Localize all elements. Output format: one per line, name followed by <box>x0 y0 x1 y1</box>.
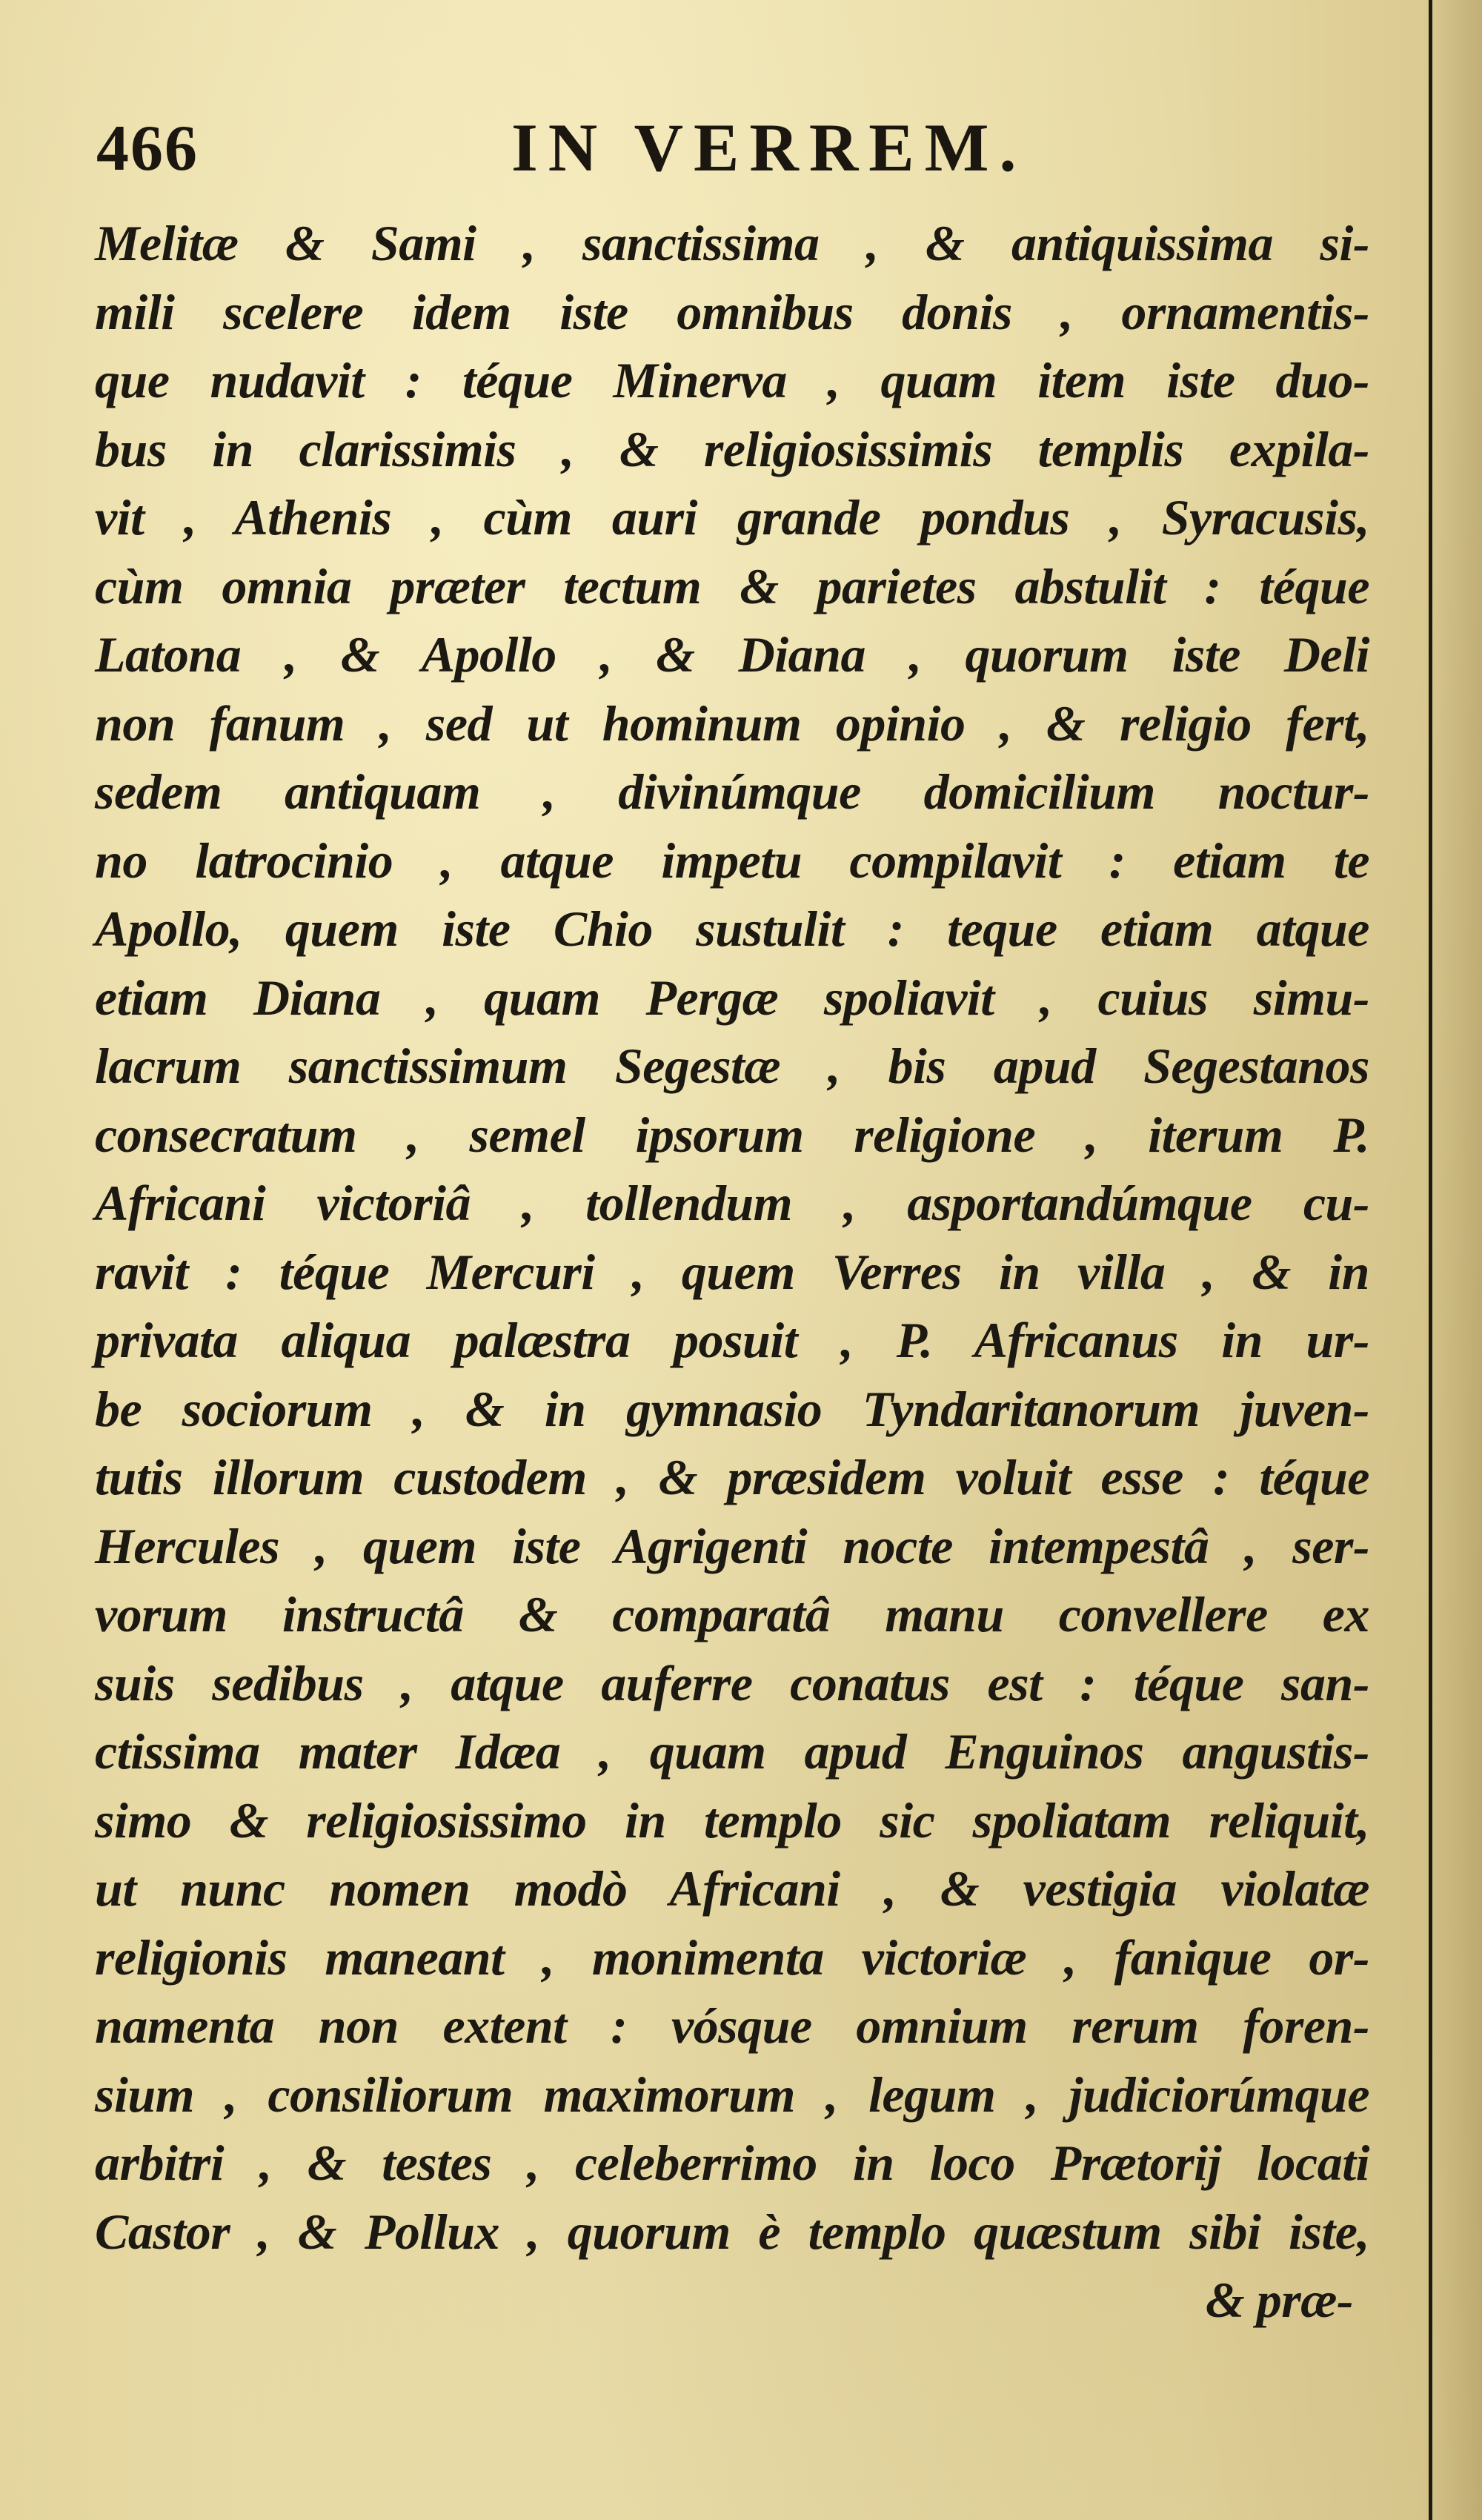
page-border-line <box>1429 0 1432 2520</box>
text-line: ctissima mater Idæa , quam apud Enguinos angustis- <box>95 1723 1369 1780</box>
text-line: no latrocinio , atque impetu compilavit : etiam te <box>95 832 1369 889</box>
text-line: etiam Diana , quam Pergæ spoliavit , cuius simu- <box>95 969 1369 1026</box>
text-line: lacrum sanctissimum Segestæ , bis apud Segestanos <box>95 1038 1369 1094</box>
text-line: suis sedibus , atque auferre conatus est : téque san- <box>95 1654 1369 1711</box>
text-line: vit , Athenis , cùm auri grande pondus , Syracusis, <box>95 489 1369 546</box>
page-number: 466 <box>96 113 199 185</box>
text-line: bus in clarissimis , & religiosissimis templis expila- <box>95 420 1369 477</box>
text-line: privata aliqua palæstra posuit , P. Africanus in ur- <box>95 1312 1369 1368</box>
text-line: vorum instructâ & comparatâ manu convellere ex <box>95 1586 1369 1642</box>
text-line: be sociorum , & in gymnasio Tyndaritanorum juven- <box>95 1380 1369 1437</box>
text-line: non fanum , sed ut hominum opinio , & religio fert, <box>95 694 1369 752</box>
text-line: ut nunc nomen modò Africani , & vestigia violatæ <box>95 1860 1369 1917</box>
text-line: namenta non extent : vósque omnium rerum foren- <box>95 1997 1369 2054</box>
text-line: Latona , & Apollo , & Diana , quorum iste Deli <box>95 626 1369 683</box>
text-line: Apollo, quem iste Chio sustulit : teque etiam atque <box>95 901 1369 957</box>
text-line: Castor , & Pollux , quorum è templo quæstum sibi iste, <box>95 2203 1369 2260</box>
text-line: arbitri , & testes , celeberrimo in loco Prætorij locati <box>95 2135 1369 2191</box>
text-line: sium , consiliorum maximorum , legum , judiciorúmque <box>95 2066 1369 2123</box>
text-line: tutis illorum custodem , & præsidem voluit esse : téque <box>95 1449 1369 1505</box>
running-head: IN VERREM. <box>511 110 1027 185</box>
text-line: Africani victoriâ , tollendum , asportandúmque cu- <box>95 1175 1369 1231</box>
text-line: Melitæ & Sami , sanctissima , & antiquissima si- <box>95 215 1369 271</box>
text-line: consecratum , semel ipsorum religione , iterum P. <box>95 1106 1369 1163</box>
text-line: mili scelere idem iste omnibus donis , ornamentis- <box>95 283 1369 340</box>
text-line: Hercules , quem iste Agrigenti nocte intempestâ , ser- <box>95 1517 1369 1574</box>
text-line: ravit : téque Mercuri , quem Verres in villa , & in <box>95 1243 1369 1300</box>
body-text <box>95 209 1369 2335</box>
text-line: simo & religiosissimo in templo sic spoliatam reliquit, <box>95 1791 1369 1848</box>
text-line: sedem antiquam , divinúmque domicilium noctur- <box>95 763 1369 820</box>
catchword: & præ- <box>1205 2272 1353 2328</box>
page-header <box>96 111 1371 193</box>
text-line: cùm omnia præter tectum & parietes abstulit : téque <box>95 557 1369 614</box>
text-line: que nudavit : téque Minerva , quam item iste duo- <box>95 352 1369 408</box>
text-line: religionis maneant , monimenta victoriæ , fanique or- <box>95 1929 1369 1986</box>
